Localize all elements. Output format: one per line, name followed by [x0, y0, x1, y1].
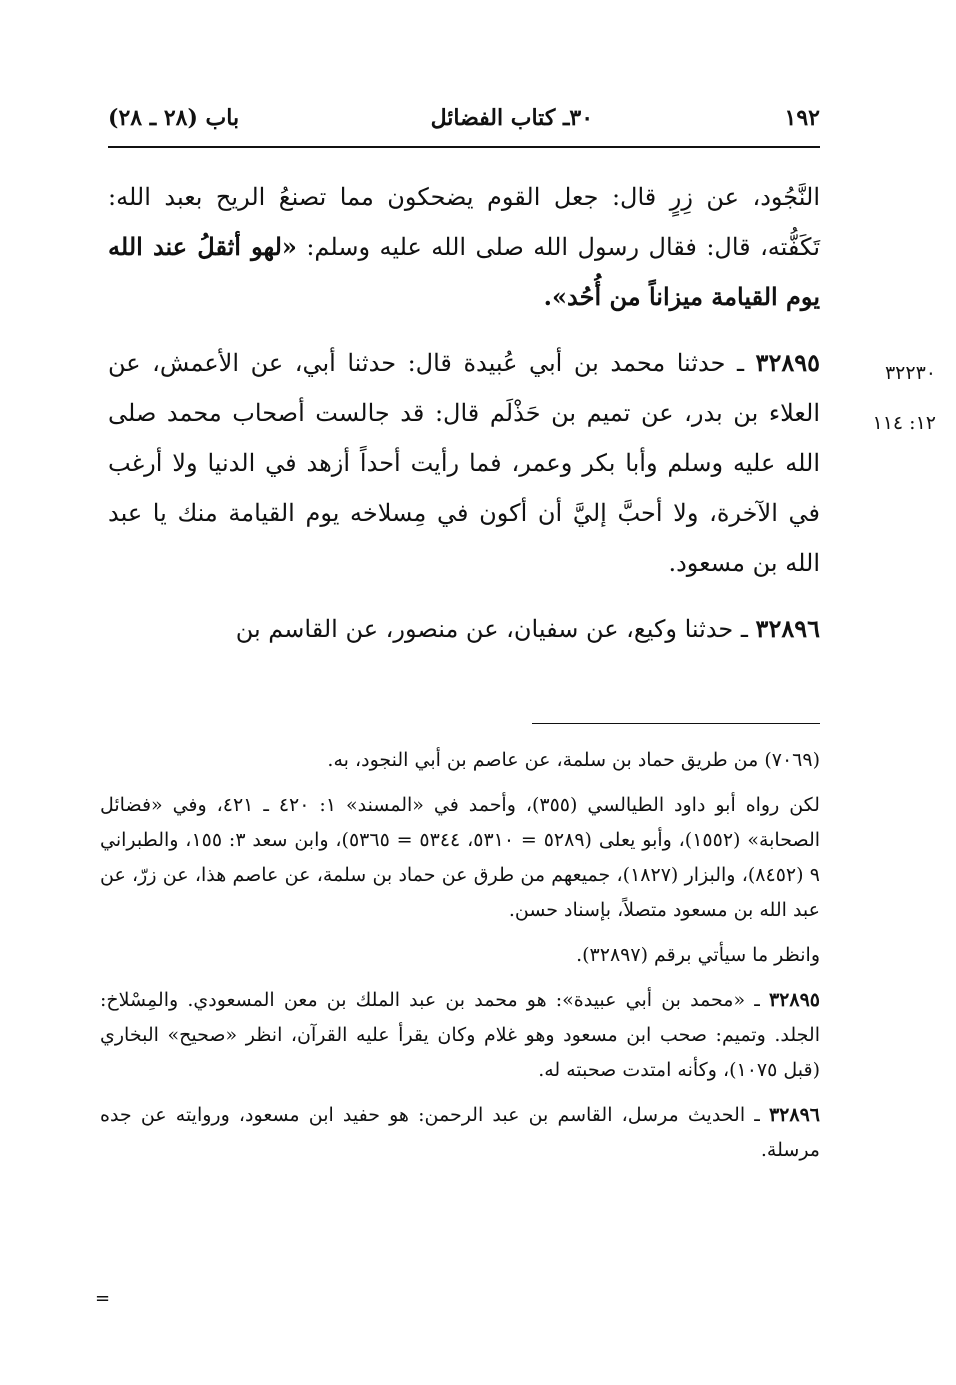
- main-text: [108, 172, 820, 654]
- hadith-text: ـ حدثنا محمد بن أبي عُبيدة قال: حدثنا أبي، عن الأعمش، عن العلاء بن بدر، عن تميم بن حَذْلَم قال: قد جالست أصحاب محمد صلى الله عليه وسلم وأبا بكر وعمر، فما رأيت أحداً أزهد في الدنيا ولا أرغب في الآخرة، ولا أحبَّ إليَّ أن أكون في مِسلاخه يوم القيامة منك يا عبد الله بن مسعود.: [108, 349, 820, 577]
- footnote-1: (٧٠٦٩) من طريق حماد بن سلمة، عن عاصم بن أبي النجود، به.: [327, 749, 820, 771]
- book-title: ٣٠ـ كتاب الفضائل: [430, 105, 594, 131]
- footnote-divider: [532, 723, 820, 724]
- header-divider: [108, 146, 820, 148]
- footnotes: [100, 743, 820, 1178]
- footnote-2: لكن رواه أبو داود الطيالسي (٣٥٥)، وأحمد في «المسند» ١: ٤٢٠ ـ ٤٢١، وفي «فضائل الصحابة» (١٥٥٢)، وأبو يعلى (٥٢٨٩ = ٥٣١٠، ٥٣٤٤ = ٥٣٦٥)، وابن سعد ٣: ١٥٥، والطبراني ٩ (٨٤٥٢)، والبزار (١٨٢٧)، جميعهم من طرق عن حماد بن سلمة، عن عاصم هذا، عن زرّ، عن عبد الله بن مسعود متصلاً، بإسناد حسن.: [100, 794, 821, 921]
- footnote-number: ٣٢٨٩٦: [768, 1104, 820, 1126]
- hadith-32896: [108, 604, 820, 654]
- paragraph-text: النَّجُود، عن زِرٍ قال: جعل القوم يضحكون مما تصنعُ الريح بعبد الله: تَكَفُّته، قال: فقال رسول الله صلى الله عليه وسلم:: [108, 183, 820, 261]
- footnote-text: ـ «محمد بن أبي عبيدة»: هو محمد بن عبد الملك بن معن المسعودي. والمِسْلاخ: الجلد. وتميم: صحب ابن مسعود وهو غلام وكان يقرأ عليه القرآن، انظر «صحيح» البخاري (قبل ١٠٧٥)، وكأنه امتدت صحبته له.: [100, 989, 820, 1081]
- margin-reference-2: ١٢: ١١٤: [872, 412, 936, 434]
- hadith-text: ـ حدثنا وكيع، عن سفيان، عن منصور، عن القاسم بن: [235, 615, 756, 643]
- hadith-quote: «لهو أثقلُ عند الله يوم القيامة ميزاناً من أُحُد».: [108, 232, 820, 311]
- footnote-text: ـ الحديث مرسل، القاسم بن عبد الرحمن: هو حفيد ابن مسعود، وروايته عن جده مرسلة.: [100, 1104, 820, 1161]
- footnote-number: ٣٢٨٩٥: [768, 989, 820, 1011]
- hadith-number: ٣٢٨٩٥: [755, 348, 820, 377]
- page-number: ١٩٢: [784, 105, 820, 131]
- continuation-mark: =: [95, 1288, 111, 1309]
- paragraph-continuation: [108, 172, 820, 322]
- margin-reference-1: ٣٢٢٣٠: [884, 362, 936, 384]
- running-header: [108, 96, 820, 140]
- hadith-32895: [108, 338, 820, 588]
- footnote-4: [100, 983, 820, 1088]
- footnote-5: [100, 1098, 820, 1168]
- footnote-3: وانظر ما سيأتي برقم (٣٢٨٩٧).: [576, 944, 820, 966]
- hadith-number: ٣٢٨٩٦: [755, 614, 820, 643]
- chapter-label: باب (٢٨ ـ ٢٨): [108, 105, 240, 131]
